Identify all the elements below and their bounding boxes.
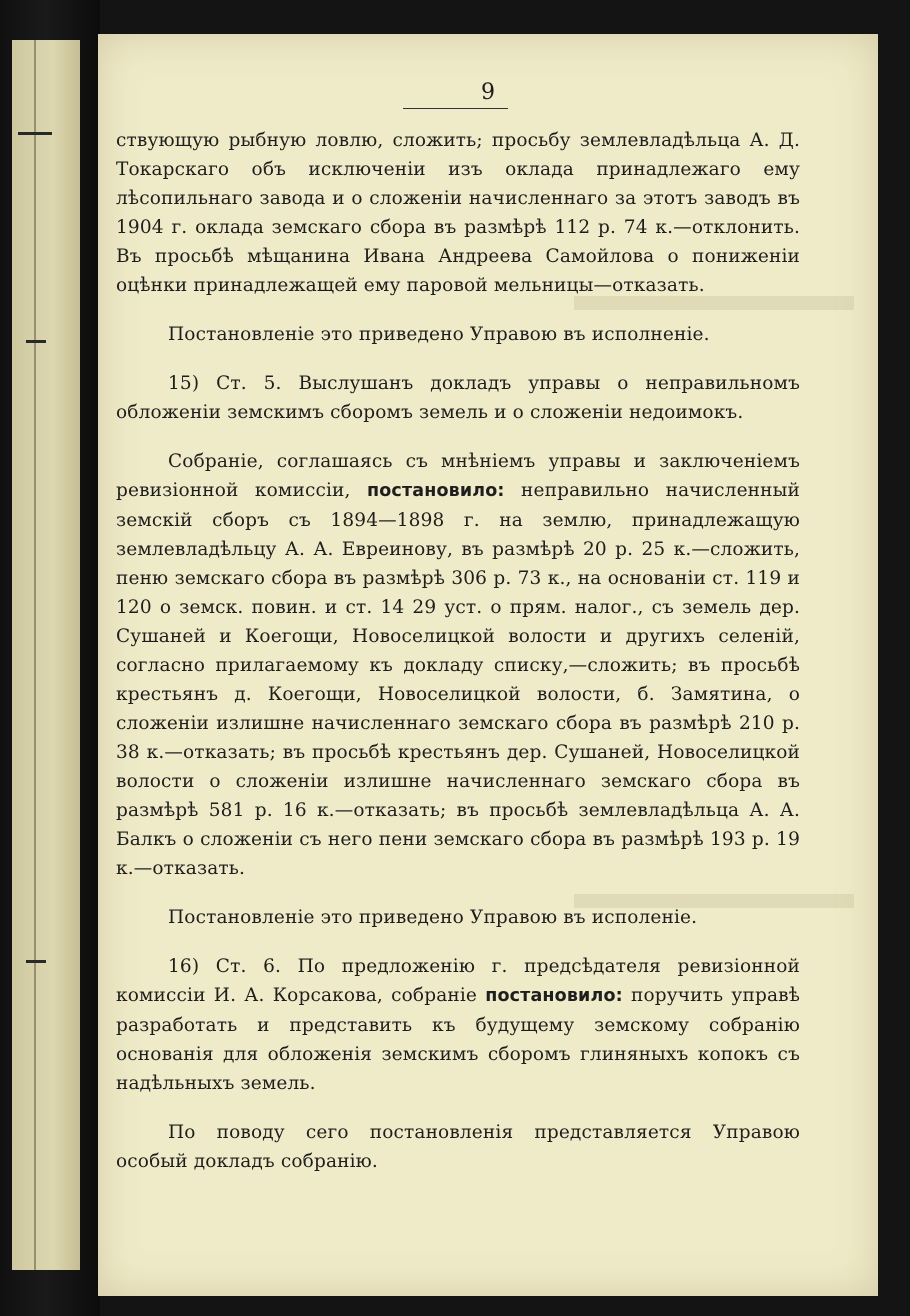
body-text <box>116 126 800 1176</box>
paragraph-text: поручить управѣ разработать и представить къ будущему земскому собранію основанія для обложенія земскимъ сборомъ глиняныхъ копокъ съ надѣльныхъ земель. <box>116 985 800 1094</box>
paragraph-text: 16) Ст. 6. По предложенію г. предсѣдателя ревизіонной комиссіи И. А. Корсакова, собраніе <box>116 956 800 1006</box>
page-number-rule <box>403 108 508 109</box>
resolution-keyword: постановило: <box>367 481 505 501</box>
margin-rule <box>34 40 36 1270</box>
paragraph: 15) Ст. 5. Выслушанъ докладъ управы о неправильномъ обложеніи земскимъ сборомъ земель и о сложеніи недоимокъ. <box>116 373 800 423</box>
paragraph <box>116 952 800 1098</box>
binding-margin <box>12 40 80 1270</box>
paragraph-text: неправильно начисленный земскій сборъ съ 1894—1898 г. на землю, принадлежащую землевладѣльцу А. А. Евреинову, въ размѣрѣ 20 р. 25 к.—сложить, пеню земскаго сбора въ размѣрѣ 306 р. 73 к., на основаніи ст. 119 и 120 о земск. повин. и ст. 14 29 уст. о прям. налог., съ земель дер. Сушаней и Коегощи, Новоселицкой волости и другихъ селеній, согласно прилагаемому къ докладу списку,—сложить; въ просьбѣ крестьянъ д. Коегощи, Новоселицкой волости, б. Замятина, о сложеніи излишне начисленнаго земскаго сбора въ размѣрѣ 210 р. 38 к.—отказать; въ просьбѣ крестьянъ дер. Сушаней, Новоселицкой волости о сложеніи излишне начисленнаго земскаго сбора въ размѣрѣ 581 р. 16 к.—отказать; въ просьбѣ землевладѣльца А. А. Балкъ о сложеніи съ него пени земскаго сбора въ размѣрѣ 193 р. 19 к.—отказать. <box>116 480 800 879</box>
margin-tick <box>26 340 46 343</box>
margin-tick <box>18 132 52 135</box>
paragraph-text: Собраніе, соглашаясь съ мнѣніемъ управы и заключеніемъ ревизіонной комиссіи, <box>116 451 800 501</box>
paragraph <box>116 447 800 883</box>
paragraph: Постановленіе это приведено Управою въ исполеніе. <box>168 907 698 928</box>
resolution-keyword: постановило: <box>485 986 623 1006</box>
paragraph: ствующую рыбную ловлю, сложить; просьбу землевладѣльца А. Д. Токарскаго объ исключеніи изъ оклада принадлежаго ему лѣсопильнаго завода и о сложеніи начисленнаго за этотъ заводъ въ 1904 г. оклада земскаго сбора въ размѣрѣ 112 р. 74 к.—отклонить. Въ просьбѣ мѣщанина Ивана Андреева Самойлова о пониженіи оцѣнки принадлежащей ему паровой мельницы—отказать. <box>116 130 800 296</box>
paragraph: Постановленіе это приведено Управою въ исполненіе. <box>168 324 710 345</box>
page-number: 9 <box>481 80 495 105</box>
document-page <box>98 34 878 1296</box>
paragraph: По поводу сего постановленія представляется Управою особый докладъ собранію. <box>116 1122 800 1172</box>
margin-tick <box>26 960 46 963</box>
